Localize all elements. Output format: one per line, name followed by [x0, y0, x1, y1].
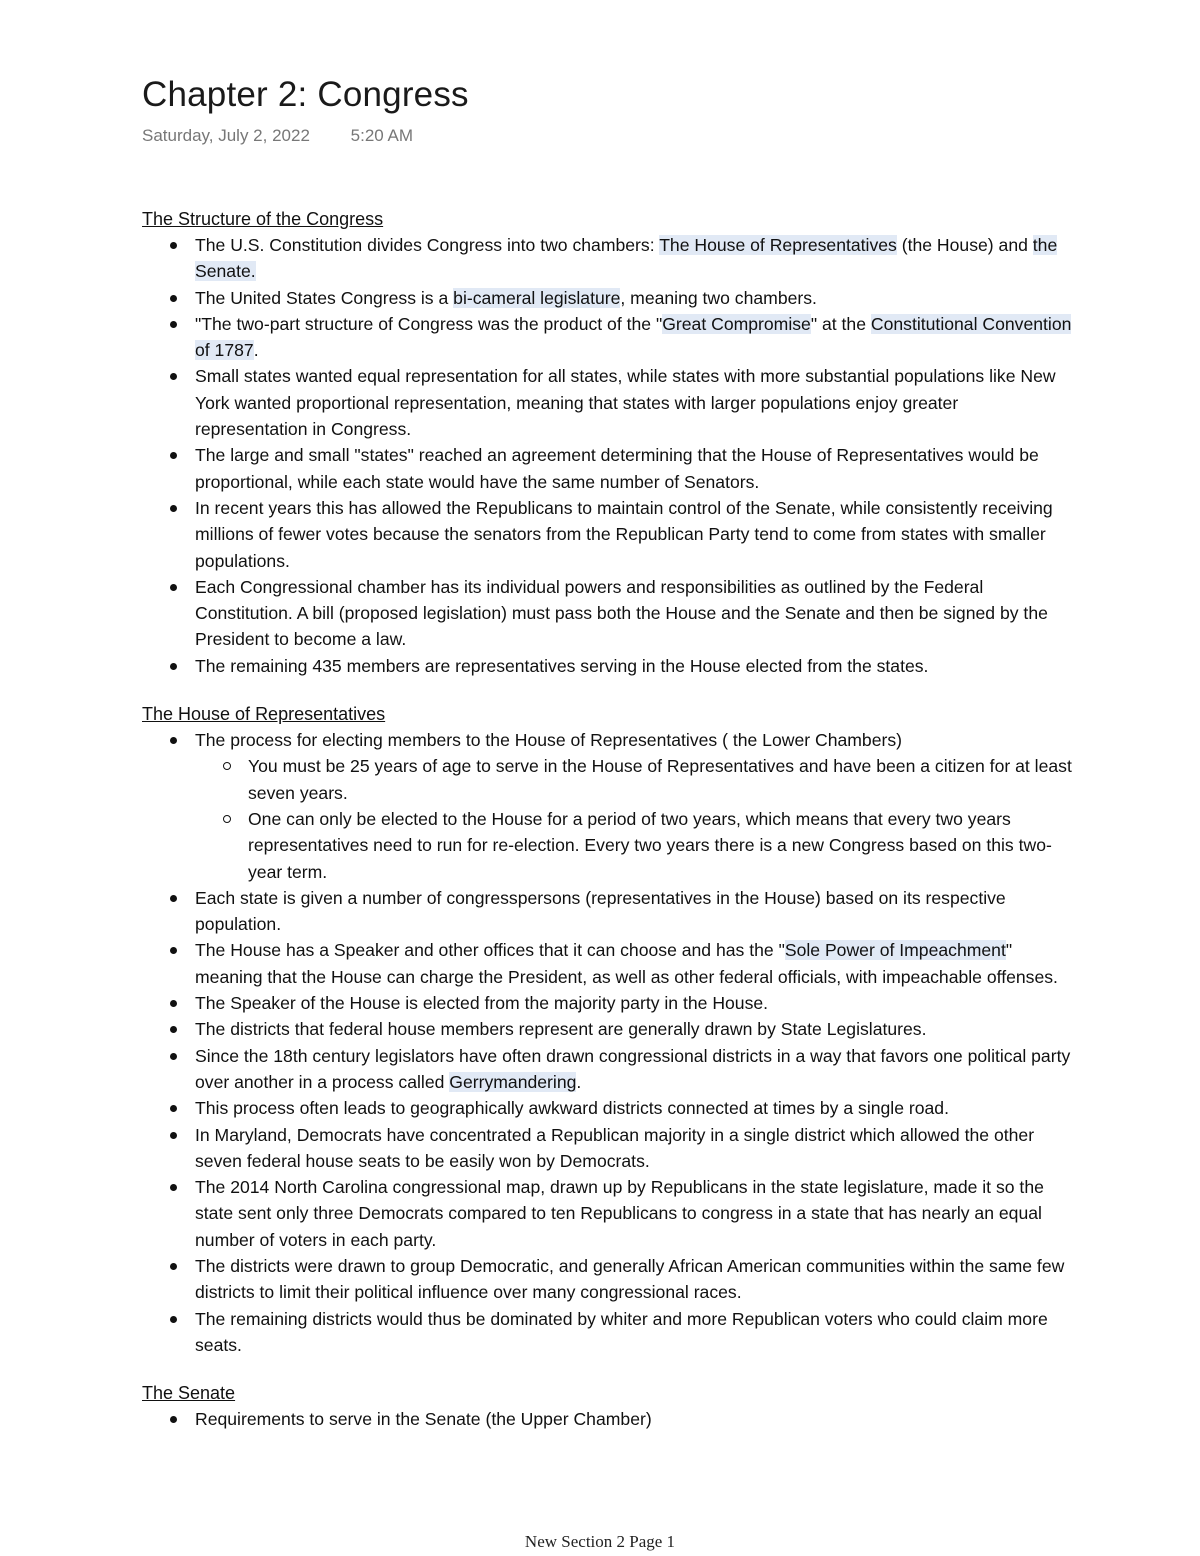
- list-item: The districts were drawn to group Democratic, and generally African American communities within the same few districts to limit their political influence over many congressional races.: [195, 1253, 1072, 1306]
- note-date: Saturday, July 2, 2022: [142, 126, 310, 145]
- list-item: The United States Congress is a bi-cameral legislature, meaning two chambers.: [195, 285, 1072, 311]
- list-item: This process often leads to geographically awkward districts connected at times by a single road.: [195, 1095, 1072, 1121]
- list-item: The 2014 North Carolina congressional map, drawn up by Republicans in the state legislature, made it so the state sent only three Democrats compared to ten Republicans to congress in a state that has nearly an equal number of voters in each party.: [195, 1174, 1072, 1253]
- list-item: The process for electing members to the House of Representatives ( the Lower Chambers) You must be 25 years of age to serve in the House of Representatives and have been a citizen for at least seven years. One can only be elected to the House for a period of two years, which means that every two years representatives need to run for re-election. Every two years there is a new Congress based on this two-year term.: [195, 727, 1072, 885]
- list-item: "The two-part structure of Congress was the product of the "Great Compromise" at the Constitutional Convention of 1787.: [195, 311, 1072, 364]
- highlight: Gerrymandering: [449, 1071, 577, 1092]
- highlight: The House of Representatives: [659, 235, 897, 255]
- list-item: In recent years this has allowed the Republicans to maintain control of the Senate, while consistently receiving millions of fewer votes because the senators from the Republican Party tend to come from states with smaller populations.: [195, 495, 1072, 574]
- list-item: Small states wanted equal representation for all states, while states with more substantial populations like New York wanted proportional representation, meaning that states with larger populations enjoy greater representation in Congress.: [195, 363, 1072, 442]
- highlight: Constitutional Convention of 1787: [195, 313, 1072, 361]
- list-item: Each Congressional chamber has its individual powers and responsibilities as outlined by the Federal Constitution. A bill (proposed legislation) must pass both the House and the Senate and then be signed by the President to become a law.: [195, 574, 1072, 653]
- list-item: The Speaker of the House is elected from the majority party in the House.: [195, 990, 1072, 1016]
- note-page: [142, 70, 1072, 1432]
- page-footer: New Section 2 Page 1: [524, 1532, 676, 1551]
- list-item: Each state is given a number of congresspersons (representatives in the House) based on its respective population.: [195, 885, 1072, 938]
- sub-list-item: You must be 25 years of age to serve in the House of Representatives and have been a citizen for at least seven years.: [248, 753, 1072, 806]
- section-heading-house: The House of Representatives: [142, 704, 386, 725]
- list-item: Since the 18th century legislators have often drawn congressional districts in a way that favors one political party over another in a process called Gerrymandering.: [195, 1043, 1072, 1096]
- page-title: Chapter 2: Congress: [142, 75, 469, 114]
- structure-list: [142, 232, 1072, 679]
- highlight: the Senate.: [195, 235, 1058, 282]
- senate-list: [142, 1406, 1072, 1432]
- list-item: The House has a Speaker and other offices that it can choose and has the "Sole Power of Impeachment" meaning that the House can charge the President, as well as other federal officials, with impeachable offenses.: [195, 937, 1072, 990]
- house-sublist: [195, 753, 1072, 884]
- note-timestamp: [142, 124, 1072, 148]
- section-heading-senate: The Senate: [142, 1383, 236, 1404]
- list-item: The large and small "states" reached an agreement determining that the House of Representatives would be proportional, while each state would have the same number of Senators.: [195, 442, 1072, 495]
- house-list: [142, 727, 1072, 1358]
- list-item: The remaining 435 members are representatives serving in the House elected from the states.: [195, 653, 1072, 679]
- section-heading-structure: The Structure of the Congress: [142, 209, 384, 229]
- highlight: Sole Power of Impeachment: [784, 940, 1006, 961]
- list-item: Requirements to serve in the Senate (the Upper Chamber): [195, 1406, 1072, 1432]
- list-item: The districts that federal house members represent are generally drawn by State Legislatures.: [195, 1016, 1072, 1042]
- highlight: bi-cameral legislature: [453, 287, 621, 308]
- list-item: The remaining districts would thus be dominated by whiter and more Republican voters who could claim more seats.: [195, 1306, 1072, 1359]
- note-time: 5:20 AM: [350, 126, 414, 145]
- list-item: In Maryland, Democrats have concentrated a Republican majority in a single district which allowed the other seven federal house seats to be easily won by Democrats.: [195, 1122, 1072, 1175]
- list-item: The U.S. Constitution divides Congress into two chambers: The House of Representatives (the House) and the Senate.: [195, 232, 1072, 285]
- sub-list-item: One can only be elected to the House for a period of two years, which means that every two years representatives need to run for re-election. Every two years there is a new Congress based on this two-year term.: [248, 806, 1072, 885]
- highlight: Great Compromise: [662, 313, 811, 334]
